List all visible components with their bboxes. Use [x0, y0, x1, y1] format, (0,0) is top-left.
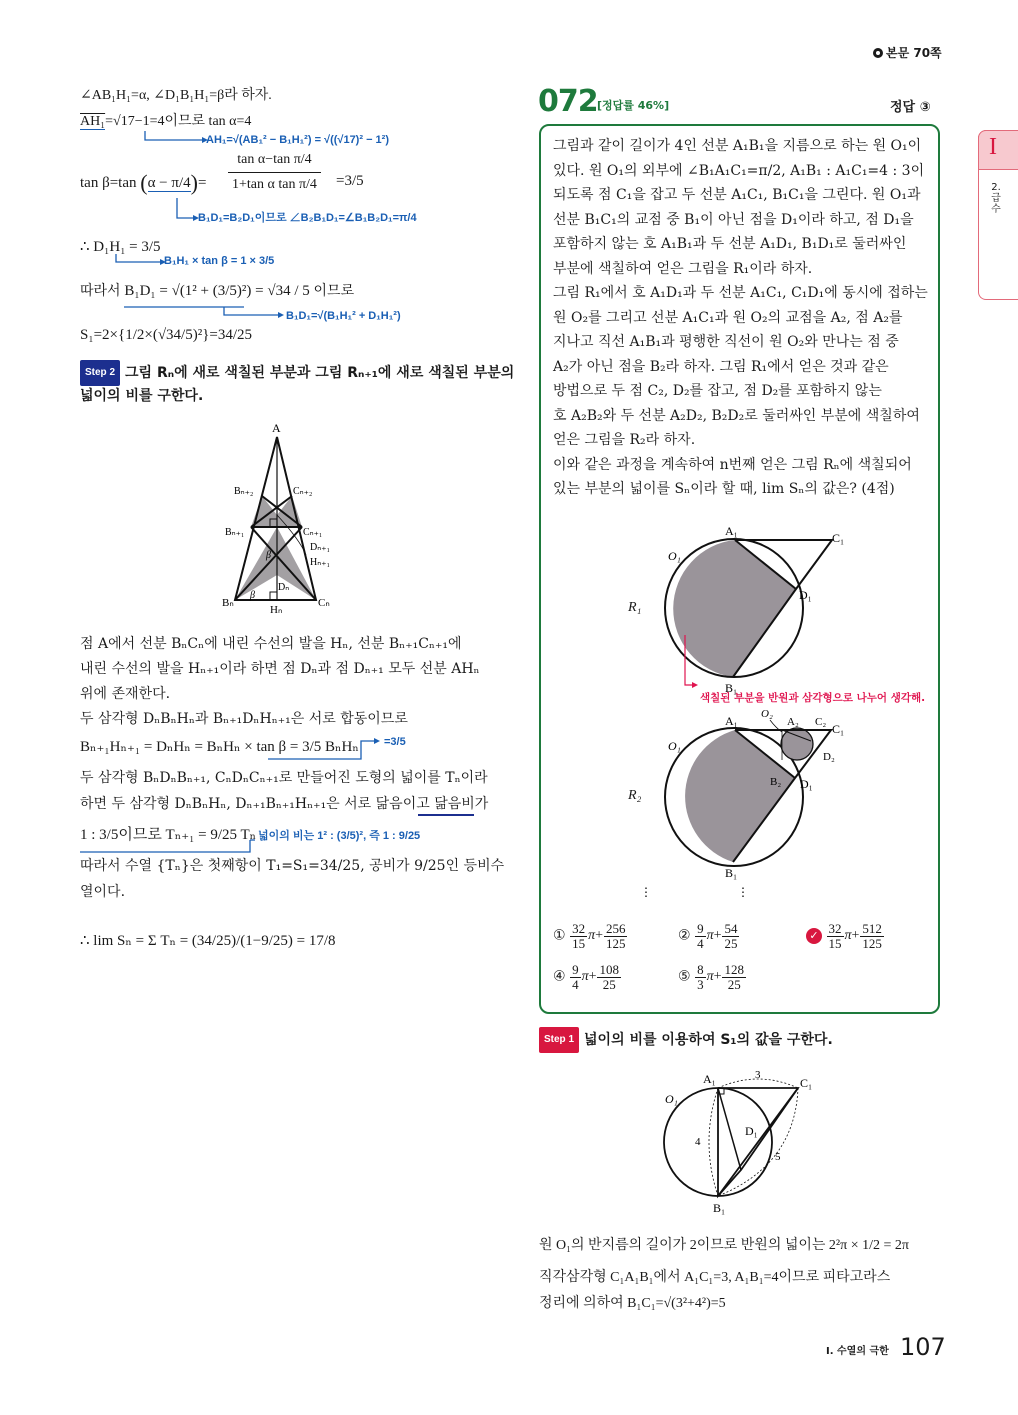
- label-cn: Cₙ: [318, 597, 330, 609]
- para-line: 점 A에서 선분 BₙCₙ에 내린 수선의 발을 Hₙ, 선분 Bₙ₊₁Cₙ₊₁에: [80, 636, 462, 652]
- ah1-note: AH₁=√(AB₁² − B₁H₁²) = √((√17)² − 1²): [206, 134, 389, 146]
- label-o1: O₁: [665, 1092, 678, 1106]
- angle-definition: ∠AB₁H₁=α, ∠D₁B₁H₁=β라 하자.: [80, 88, 272, 103]
- para-line: 따라서 수열 {Tₙ}은 첫째항이 T₁=S₁=34/25, 공비가 9/25인 등비수: [80, 858, 505, 874]
- shaded-region-r1: [673, 540, 796, 677]
- ring-bullet-icon: [873, 48, 883, 58]
- label-b2: B₂: [770, 776, 782, 788]
- para-line: 두 삼각형 DₙBₙHₙ과 Bₙ₊₁DₙHₙ₊₁은 서로 합동이므로: [80, 711, 408, 727]
- b1c1-length: 정리에 의하여 B₁C₁=√(3²+4²)=5: [539, 1296, 726, 1311]
- annotation-arrow: [268, 735, 388, 765]
- ratio-equation: 1 : 3/5이므로 Tₙ₊₁ = 9/25 Tₙ: [80, 827, 257, 843]
- choice-number: ⑤: [678, 969, 691, 985]
- label-c2: C₂: [815, 716, 827, 728]
- label-a1: A₁: [725, 714, 738, 728]
- step2-badge: Step 2: [80, 360, 120, 386]
- label-d1: D₁: [800, 777, 813, 791]
- problem-line: 있는 부분의 넓이를 Sₙ이라 할 때, lim Sₙ의 값은? (4점): [553, 481, 895, 497]
- problem-line: 선분 B₁C₁의 교점 중 B₁이 아닌 점을 D₁이라 하고, 점 D₁을: [553, 211, 914, 228]
- step1-figure: [655, 1065, 855, 1215]
- check-mark-icon: ✓: [806, 928, 822, 944]
- label-hn: Hₙ: [270, 604, 283, 615]
- annotation-arrow: [173, 198, 201, 224]
- choice-4[interactable]: ④ $\frac{9}{4}$ π+ $\frac{108}{25}$: [553, 962, 619, 992]
- label-dn: Dₙ: [278, 582, 290, 593]
- choice-5[interactable]: ⑤ $\frac{8}{3}$ π+ $\frac{128}{25}$: [678, 962, 744, 992]
- label-beta-upper: β: [266, 550, 271, 561]
- problem-line: 방법으로 두 점 C₂, D₂를 잡고, 점 D₂를 포함하지 않는: [553, 383, 882, 399]
- problem-line: 그림 R₁에서 호 A₁D₁과 두 선분 A₁C₁, C₁D₁에 동시에 접하는: [553, 285, 928, 301]
- s1-value: S₁=2×{1/2×(√34/5)²}=34/25: [80, 327, 253, 343]
- choice-2[interactable]: ② $\frac{9}{4}$ π+ $\frac{54}{25}$: [678, 921, 738, 951]
- choice-number: ④: [553, 969, 566, 985]
- choice-1[interactable]: ① $\frac{32}{15}$ π+ $\frac{256}{125}$: [553, 921, 626, 951]
- continuation-dots: ⋮: [640, 885, 652, 899]
- hint-note: 색칠된 부분을 반원과 삼각형으로 나누어 생각해.: [700, 692, 926, 704]
- label-b1: B₁: [713, 1201, 726, 1215]
- choice-number: ①: [553, 928, 566, 944]
- problem-line: 얻은 그림을 R₂라 하자.: [553, 432, 696, 448]
- step1-badge: Step 1: [539, 1027, 579, 1053]
- label-b1: B₁: [725, 681, 738, 695]
- problem-line: 호 A₂B₂와 두 선분 A₂D₂, B₂D₂로 둘러싸인 부분에 색칠하여: [553, 407, 920, 424]
- tan-beta-result: =3/5: [336, 173, 364, 189]
- step2-heading-line2: 넓이의 비를 구한다.: [80, 388, 204, 404]
- label-d1: D₁: [745, 1124, 758, 1138]
- b1d1-angle-note: B₁D₁=B₂D₁이므로 ∠B₂B₁D₁=∠B₁B₂D₁=π/4: [198, 212, 417, 224]
- footer-chapter: Ⅰ. 수열의 극한: [826, 1346, 889, 1357]
- page-reference: 본문 70쪽: [873, 44, 942, 61]
- final-limit: ∴ lim Sₙ = Σ Tₙ = (34/25)/(1−9/25) = 17/8: [80, 933, 336, 949]
- problem-line: 되도록 점 C₁을 잡고 두 선분 A₁C₁, B₁C₁을 그린다. 원 O₁과: [553, 187, 921, 203]
- label-bn1: Bₙ₊₁: [225, 527, 245, 538]
- fig1-name: R₁: [628, 600, 642, 615]
- b1d1-note: B₁D₁=√(B₁H₁² + D₁H₁²): [286, 310, 401, 322]
- label-bn2: Bₙ₊₂: [234, 486, 254, 497]
- label-o1: O₁: [668, 549, 681, 563]
- para-line: 열이다.: [80, 884, 126, 900]
- chapter-numeral: I: [989, 134, 997, 160]
- answer-label: 정답 ③: [890, 100, 931, 115]
- b1d1-length: 따라서 B₁D₁ = √(1² + (3/5)²) = √34 / 5 이므로: [80, 283, 355, 299]
- length-5: 5: [775, 1151, 781, 1163]
- problem-line: 부분에 색칠하여 얻은 그림을 R₁이라 하자.: [553, 260, 813, 277]
- correct-rate: [정답률 46%]: [597, 99, 670, 112]
- semicircle-area: 원 O₁의 반지름의 길이가 2이므로 반원의 넓이는 2²π × 1/2 = 2π: [539, 1238, 909, 1253]
- choice-3[interactable]: ✓ $\frac{32}{15}$ π+ $\frac{512}{125}$: [806, 922, 885, 950]
- label-o2: O₂: [761, 708, 773, 720]
- choice-number: ②: [678, 928, 691, 944]
- label-b1: B₁: [725, 866, 738, 880]
- tan-beta-lhs: tan β=tan (α − π/4)=: [80, 170, 207, 195]
- label-d2: D₂: [823, 751, 835, 763]
- label-a1: A₁: [725, 524, 738, 538]
- tan-beta-fraction: tan α−tan π/4 1+tan α tan π/4: [228, 148, 321, 197]
- triangle-figure: [200, 415, 380, 615]
- shaded-region-r2: [685, 730, 795, 862]
- label-beta-lower: β: [250, 590, 255, 601]
- problem-line: 이와 같은 과정을 계속하여 n번째 얻은 그림 Rₙ에 색칠되어: [553, 456, 912, 473]
- label-cn1: Cₙ₊₁: [303, 527, 323, 538]
- problem-line: 있다. 원 O₁의 외부에 ∠B₁A₁C₁=π/2, A₁B₁ : A₁C₁=4 : 3이: [553, 162, 925, 179]
- page-number: 107: [900, 1333, 946, 1361]
- problem-number: 072: [538, 84, 598, 119]
- label-d1: D₁: [799, 588, 812, 602]
- label-a1: A₁: [703, 1072, 716, 1086]
- label-dn1: Dₙ₊₁: [310, 542, 330, 553]
- d1h1-value: ∴ D₁H₁ = 3/5: [80, 239, 161, 255]
- figure-r2: [610, 700, 940, 905]
- length-3: 3: [755, 1069, 761, 1081]
- label-cn2: Cₙ₊₂: [293, 486, 313, 497]
- continuation-dots: ⋮: [737, 885, 749, 899]
- label-c1: C₁: [832, 531, 845, 545]
- section-label: 2. 급 수: [991, 182, 1001, 215]
- para-line: 내린 수선의 발을 Hₙ₊₁이라 하면 점 Dₙ과 점 Dₙ₊₁ 모두 선분 AHₙ: [80, 661, 480, 677]
- problem-line: 지나고 직선 A₁B₁과 평행한 직선이 원 O₂와 만나는 점 중: [553, 334, 899, 350]
- label-c1: C₁: [800, 1076, 813, 1090]
- step1-heading: Step 1 넓이의 비를 이용하여 S₁의 값을 구한다.: [539, 1027, 833, 1053]
- chapter-tab-header: [978, 130, 1018, 170]
- para-line: 두 삼각형 BₙDₙBₙ₊₁, CₙDₙCₙ₊₁로 만들어진 도형의 넓이를 Tₙ이라: [80, 770, 488, 786]
- congruent-equation: Bₙ₊₁Hₙ₊₁ = DₙHₙ = BₙHₙ × tan β = 3/5 BₙHₙ: [80, 739, 359, 755]
- para-line: 위에 존재한다.: [80, 686, 171, 702]
- label-a: A: [272, 421, 281, 435]
- label-o1: O₁: [668, 739, 681, 753]
- problem-line: 그림과 같이 길이가 4인 선분 A₁B₁을 지름으로 하는 원 O₁이: [553, 138, 922, 154]
- step2-heading: Step 2 그림 Rₙ에 새로 색칠된 부분과 그림 Rₙ₊₁에 새로 색칠된 부분의: [80, 360, 514, 386]
- ah1-equation: AH₁=√17−1=4이므로 tan α=4: [80, 114, 252, 129]
- tan-beta-note: =3/5: [384, 736, 406, 748]
- label-c1: C₁: [832, 722, 845, 736]
- d1h1-note: B₁H₁ × tan β = 1 × 3/5: [164, 255, 275, 267]
- annotation-arrow: [112, 254, 167, 268]
- para-line: 하면 두 삼각형 DₙBₙHₙ, Dₙ₊₁Bₙ₊₁Hₙ₊₁은 서로 닮음이고 닮음비가: [80, 796, 489, 812]
- problem-line: 포함하지 않는 호 A₁B₁과 두 선분 A₁D₁, B₁D₁로 둘러싸인: [553, 236, 907, 252]
- annotation-arrow: [124, 306, 286, 320]
- problem-line: 원 O₂를 그리고 선분 A₁C₁과 원 O₂의 교점을 A₂, 점 A₂를: [553, 309, 903, 326]
- label-hn1: Hₙ₊₁: [310, 557, 330, 568]
- annotation-arrow: [140, 131, 210, 146]
- label-bn: Bₙ: [222, 597, 234, 609]
- pythagoras-line: 직각삼각형 C₁A₁B₁에서 A₁C₁=3, A₁B₁=4이므로 피타고라스: [539, 1270, 891, 1285]
- similarity-underline: [418, 814, 474, 816]
- area-ratio-note: 넓이의 비는 1² : (3/5)², 즉 1 : 9/25: [258, 830, 421, 842]
- figure-r1: [610, 515, 940, 700]
- label-a2: A₂: [787, 716, 799, 728]
- length-4: 4: [695, 1136, 701, 1148]
- fig2-name: R₂: [628, 788, 642, 803]
- annotation-arrow: [80, 836, 255, 856]
- problem-line: A₂가 아닌 점을 B₂라 하자. 그림 R₁에서 얻은 것과 같은: [553, 358, 889, 375]
